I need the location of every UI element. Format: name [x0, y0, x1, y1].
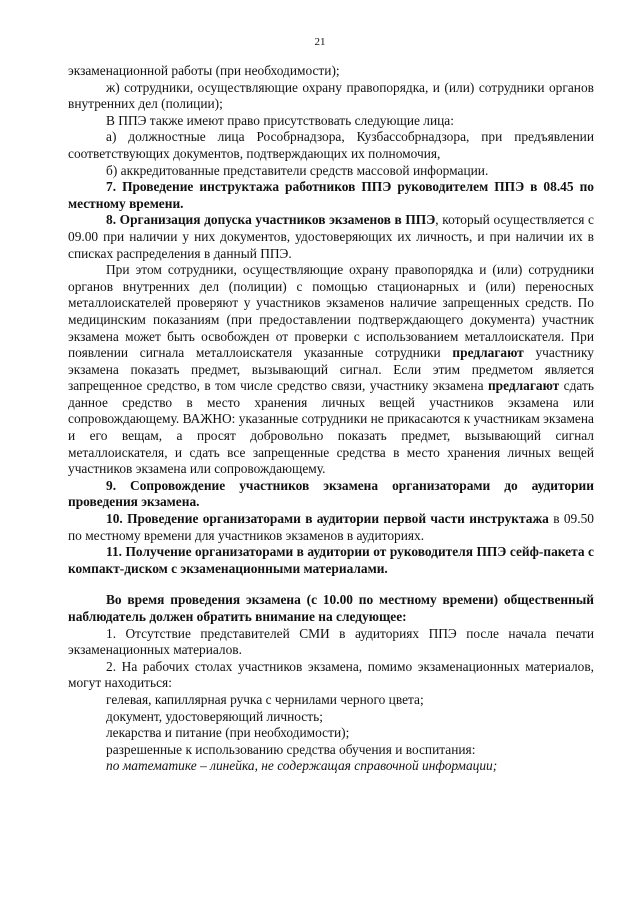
detector-text-c: участнику экзамена показать предмет, вызывающий сигнал. Если этим предметом является запрещенное средство, в том числе средство связи, участнику экзамена	[68, 345, 594, 394]
first-briefing-heading: 10. Проведение организаторами в аудитории первой части инструктажа	[106, 511, 549, 527]
admission-text: , который осуществляется с 09.00 при наличии у них документов, удостоверяющих их личность, и при наличии их в списках распределения в данный ППЭ.	[68, 212, 594, 261]
observer-attention-heading: Во время проведения экзамена (с 10.00 по местному времени) общественный наблюдатель должен обратить внимание на следующее:	[68, 592, 594, 624]
detector-text-a: При этом сотрудники, осуществляющие охрану правопорядка и (или) сотрудники органов внутренних дел (полиции) с помощью стационарных и (или) переносных металлоискателей проверяют у участников экзаменов наличие запрещенных средств. По медицинским показаниям (при предоставлении подтверждающего документа) участник экзамена может быть освобожден от проверки с использованием металлоискателя. При появлении сигнала металлоискателя указанные сотрудники	[68, 262, 594, 361]
paragraph-media: б) аккредитованные представители средств массовой информации.	[106, 162, 489, 178]
list-item-medicine: лекарства и питание (при необходимости);	[106, 725, 350, 741]
page-number: 21	[314, 36, 326, 48]
paragraph-officials: а) должностные лица Рособрнадзора, Кузбассобрнадзора, при предъявлении соответствующих документов, подтверждающих их полномочия,	[68, 129, 594, 161]
paragraph-metal-detectors	[68, 262, 594, 478]
first-briefing-text: в 09.50 по местному времени для участников экзаменов в аудиториях.	[68, 511, 594, 543]
paragraph-exam-work: экзаменационной работы (при необходимости);	[68, 63, 340, 78]
paragraph-escort	[68, 478, 594, 511]
list-item-pen: гелевая, капиллярная ручка с чернилами черного цвета;	[106, 691, 424, 707]
list-item-math-ruler: по математике – линейка, не содержащая справочной информации;	[106, 758, 498, 774]
paragraph-no-media: 1. Отсутствие представителей СМИ в аудиториях ППЭ после начала печати экзаменационных материалов.	[68, 625, 594, 658]
detector-emphasis-2: предлагают	[487, 378, 560, 394]
paragraph-security-staff: ж) сотрудники, осуществляющие охрану правопорядка, и (или) сотрудники органов внутренних дел (полиции);	[68, 79, 594, 112]
paragraph-safe-package	[68, 544, 594, 577]
safe-package-heading: 11. Получение организаторами в аудитории от руководителя ППЭ сейф-пакета с компакт-диском с экзаменационными материалами.	[68, 544, 594, 576]
paragraph-desk-items: 2. На рабочих столах участников экзамена, помимо экзаменационных материалов, могут находиться:	[68, 658, 594, 691]
paragraph-admission	[68, 212, 594, 262]
document-body	[68, 63, 594, 775]
paragraph-allowed-persons: В ППЭ также имеют право присутствовать следующие лица:	[106, 112, 454, 128]
paragraph-first-briefing	[68, 511, 594, 544]
detector-emphasis-1: предлагают	[452, 345, 524, 361]
escort-heading: 9. Сопровождение участников экзамена организаторами до аудитории проведения экзамена.	[68, 477, 594, 510]
list-item-study-aids: разрешенные к использованию средства обучения и воспитания:	[106, 741, 476, 757]
admission-heading: 8. Организация допуска участников экзаменов в ППЭ	[106, 212, 436, 228]
paragraph-briefing	[68, 179, 594, 212]
paragraph-observer-attention	[68, 592, 594, 625]
detector-text-e: сдать данное средство в место хранения личных вещей участников экзамена или сопровождающему. ВАЖНО: указанные сотрудники не прикасаются к участникам экзамена и его вещам, а просят добровольно показать предмет, вызывающий сигнал металлоискателя, и сдать все запрещенные средства в место хранения личных вещей участников экзамена или сопровождающему.	[68, 378, 594, 477]
briefing-heading: 7. Проведение инструктажа работников ППЭ руководителем ППЭ в 08.45 по местному времени.	[68, 179, 594, 211]
list-item-id-document: документ, удостоверяющий личность;	[106, 708, 323, 724]
